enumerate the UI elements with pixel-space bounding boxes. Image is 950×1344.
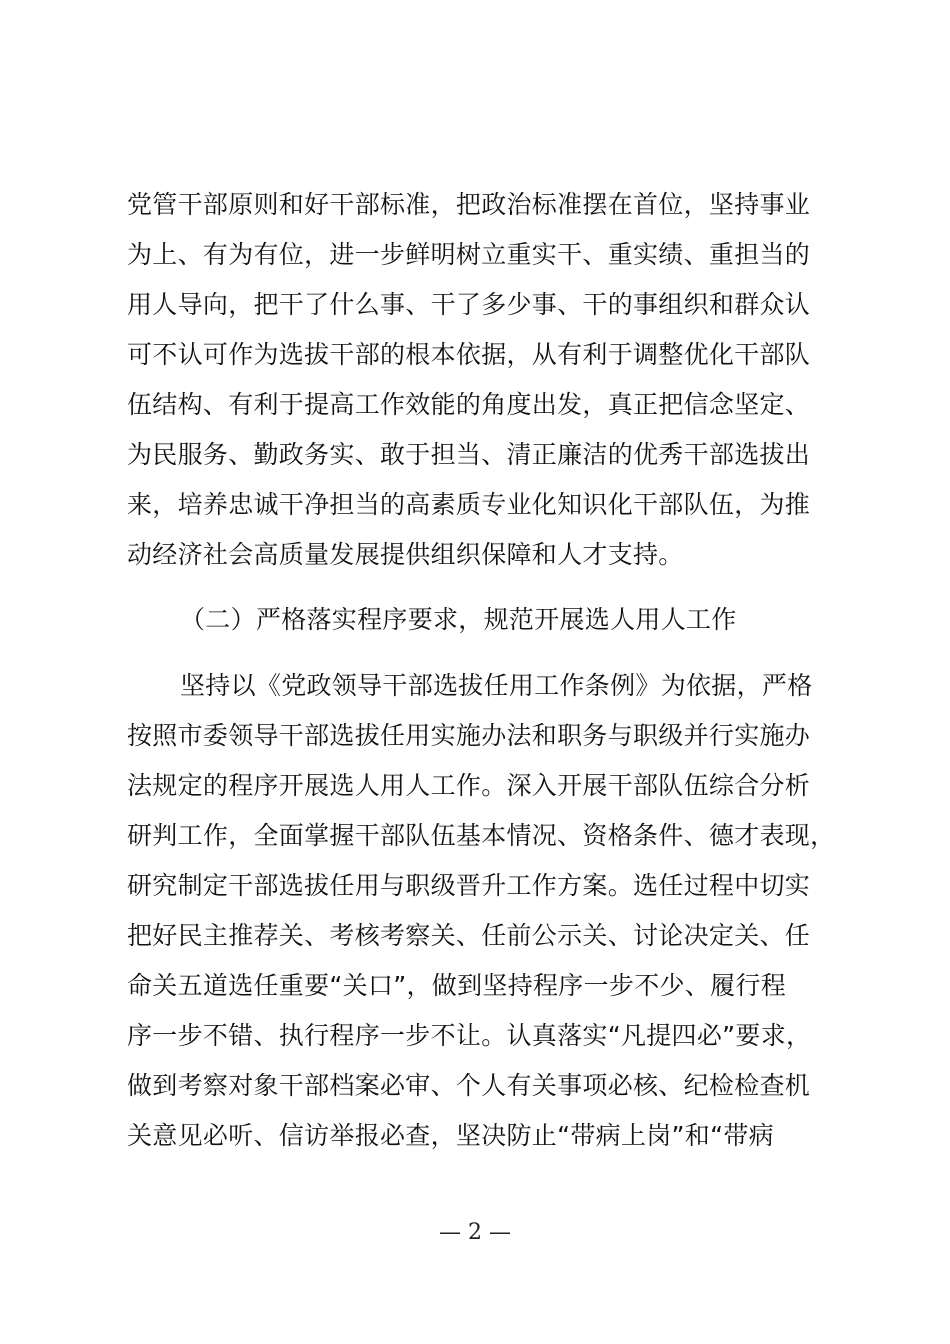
text-line: 伍结构、有利于提高工作效能的角度出发，真正把信念坚定、 [127,390,811,419]
text-line: 序一步不错、执行程序一步不让。认真落实“凡提四必”要求， [127,1021,812,1050]
text-line: 为民服务、勤政务实、敢于担当、清正廉洁的优秀干部选拔出 [127,440,811,469]
text-line: 动经济社会高质量发展提供组织保障和人才支持。 [127,540,684,569]
text-line: 命关五道选任重要“关口”，做到坚持程序一步不少、履行程 [127,971,787,1000]
text-line: 党管干部原则和好干部标准，把政治标准摆在首位，坚持事业 [127,190,811,219]
text-line: 可不认可作为选拔干部的根本依据，从有利于调整优化干部队 [127,340,811,369]
text-line: 为上、有为有位，进一步鲜明树立重实干、重实绩、重担当的 [127,240,811,269]
text-line: 把好民主推荐关、考核考察关、任前公示关、讨论决定关、任 [127,921,811,950]
text-line: 按照市委领导干部选拔任用实施办法和职务与职级并行实施办 [127,721,811,750]
text-line: 做到考察对象干部档案必审、个人有关事项必核、纪检检查机 [127,1071,811,1100]
text-line: 关意见必听、信访举报必查，坚决防止“带病上岗”和“带病 [127,1121,774,1150]
text-line: 坚持以《党政领导干部选拔任用工作条例》为依据，严格 [180,671,813,700]
text-line: 研判工作，全面掌握干部队伍基本情况、资格条件、德才表现， [127,821,836,850]
text-line: 来，培养忠诚干净担当的高素质专业化知识化干部队伍，为推 [127,490,811,519]
section-heading: （二）严格落实程序要求，规范开展选人用人工作 [180,605,737,634]
text-line: 用人导向，把干了什么事、干了多少事、干的事组织和群众认 [127,290,811,319]
page-number: — 2 — [439,1220,511,1245]
text-line: 法规定的程序开展选人用人工作。深入开展干部队伍综合分析 [127,771,811,800]
text-line: 研究制定干部选拔任用与职级晋升工作方案。选任过程中切实 [127,871,811,900]
